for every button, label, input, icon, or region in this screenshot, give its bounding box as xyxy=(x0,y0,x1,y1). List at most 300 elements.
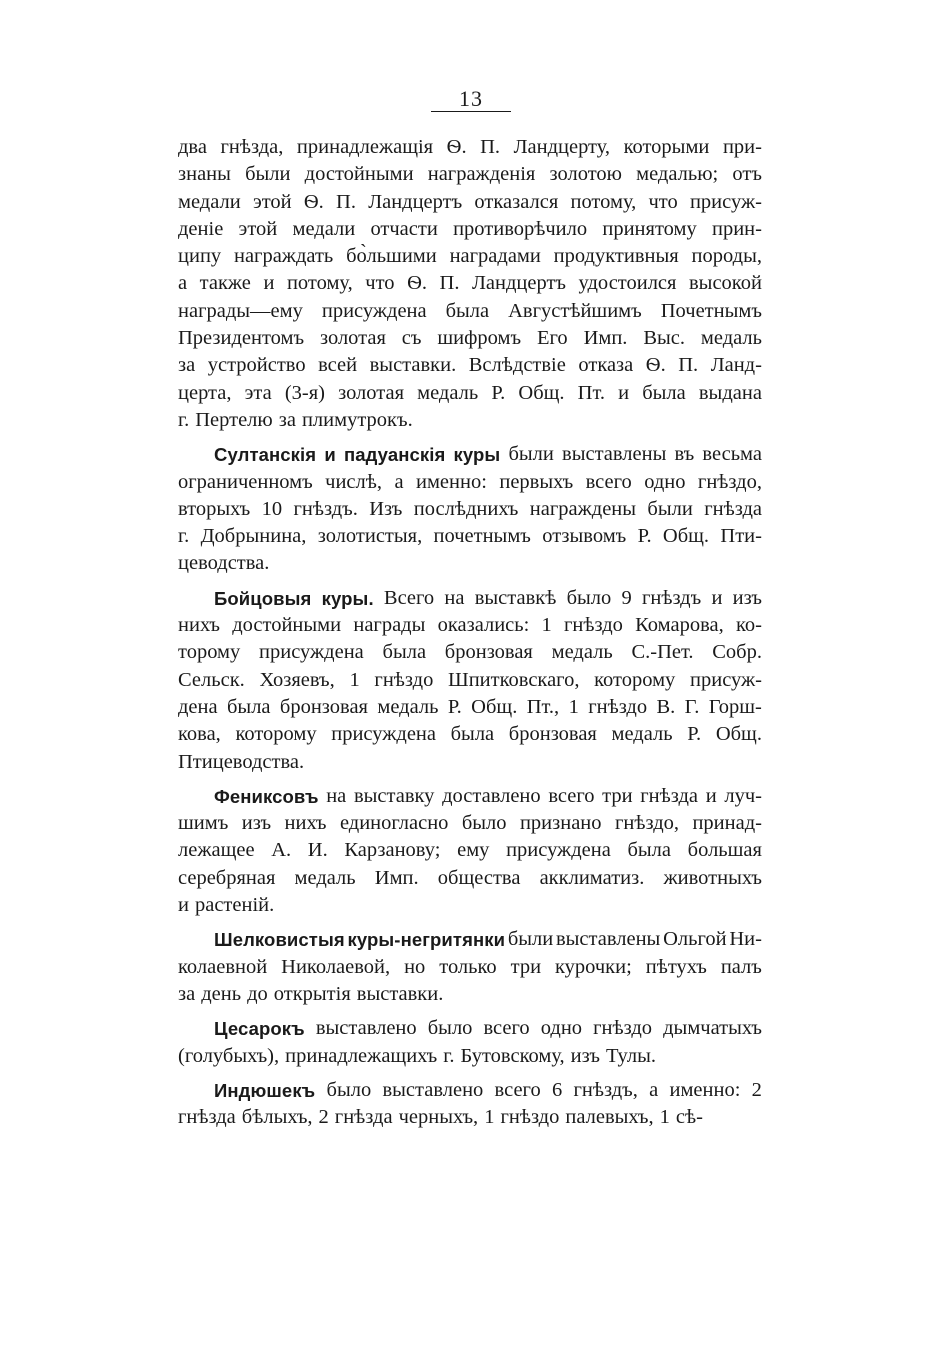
word: награждать xyxy=(233,245,334,268)
word: бѣлыхъ, xyxy=(241,1106,313,1129)
text-line xyxy=(178,1015,762,1042)
word: гнѣздо xyxy=(564,614,623,637)
word: всего xyxy=(585,470,632,493)
word: всего xyxy=(494,1078,541,1101)
heading-word: куры. xyxy=(321,587,374,609)
text-line xyxy=(178,1077,762,1104)
word: медаль xyxy=(611,723,673,746)
text-line xyxy=(178,892,762,919)
word: гнѣздо xyxy=(593,1017,653,1040)
word: Ландцерту, xyxy=(513,136,611,158)
word: медалью; xyxy=(636,163,719,186)
word: Пт. xyxy=(577,381,606,404)
word: продуктивныя xyxy=(553,245,679,268)
word: отчасти xyxy=(370,217,438,240)
word: открытія xyxy=(273,982,351,1005)
word: удостоился xyxy=(578,272,677,295)
word: ограниченномъ xyxy=(178,470,313,493)
word: лежащее xyxy=(178,839,255,862)
word: П. xyxy=(678,354,699,377)
word: дена xyxy=(178,695,218,718)
word: отзывомъ xyxy=(542,525,627,548)
word: гнѣзда xyxy=(704,497,762,520)
text-line xyxy=(178,954,762,981)
word: медали xyxy=(178,190,241,213)
word: ко- xyxy=(735,614,762,637)
word: Карзанову; xyxy=(344,839,441,862)
word: выставкѣ xyxy=(474,586,557,609)
word: и xyxy=(618,381,630,404)
word: Общ. xyxy=(715,723,762,746)
word: Почетнымъ xyxy=(660,299,762,322)
word: Птицеводства. xyxy=(178,750,305,773)
word: гнѣздо xyxy=(500,1106,560,1129)
text-line xyxy=(178,270,762,297)
text-line xyxy=(178,639,762,666)
word: Р. xyxy=(447,695,462,718)
word: этой xyxy=(238,217,278,240)
word: Выс. xyxy=(643,327,685,350)
word: за xyxy=(178,982,196,1005)
word: П. xyxy=(336,190,356,213)
heading-word: Бойцовыя xyxy=(214,587,312,609)
word: черныхъ, xyxy=(398,1106,479,1129)
word: И. xyxy=(307,839,328,862)
word: было xyxy=(461,812,507,835)
word: ему xyxy=(457,839,490,862)
word: была xyxy=(382,641,427,664)
word: г. xyxy=(443,1044,455,1067)
word: 1 xyxy=(568,695,579,718)
word: 1 xyxy=(484,1106,495,1129)
word: породы, xyxy=(691,245,762,268)
word: пѣтухъ xyxy=(645,955,707,978)
paragraph xyxy=(178,1077,762,1132)
word: сѣ- xyxy=(675,1106,703,1129)
word: были xyxy=(508,443,554,466)
word: Ѳ. xyxy=(303,190,324,213)
word: присуждена xyxy=(506,839,611,862)
word: Его xyxy=(537,327,568,350)
word: этой xyxy=(252,190,292,213)
word: устройство xyxy=(207,354,306,377)
word: выставку xyxy=(353,784,435,807)
word: только xyxy=(439,955,497,978)
word: Общ. xyxy=(518,381,565,404)
body-text xyxy=(178,134,762,1131)
word: а xyxy=(178,272,188,295)
text-line xyxy=(178,783,762,810)
word: отказа xyxy=(578,354,634,377)
word: нихъ xyxy=(178,614,221,637)
word: почетнымъ xyxy=(433,525,531,548)
text-line xyxy=(178,1043,762,1070)
text-line xyxy=(178,496,762,523)
word: гнѣздо xyxy=(588,695,648,718)
word: Пти- xyxy=(720,525,762,548)
word: золотою xyxy=(549,163,622,186)
paragraph xyxy=(178,926,762,1008)
word: и xyxy=(705,784,717,807)
word: была xyxy=(450,723,495,746)
word: нихъ xyxy=(284,812,327,835)
word: Ни- xyxy=(729,928,762,951)
word: общества xyxy=(437,866,521,889)
word: медаль xyxy=(551,641,613,664)
word: Горш- xyxy=(708,695,762,718)
word: что xyxy=(365,272,395,295)
word: противорѣчило xyxy=(453,217,588,240)
word: большая xyxy=(687,839,762,862)
word: доставлено xyxy=(442,784,541,807)
page-number: 13 xyxy=(459,86,483,111)
word: высокой xyxy=(689,272,762,295)
word: дымчатыхъ xyxy=(663,1017,762,1040)
word: бронзовая xyxy=(279,695,368,718)
word: Всего xyxy=(383,586,435,609)
word: серебряная xyxy=(178,866,276,889)
word: Р. xyxy=(687,723,702,746)
word: А. xyxy=(271,839,292,862)
paragraph xyxy=(178,441,762,577)
word: 2 xyxy=(318,1106,329,1129)
word: гнѣзда xyxy=(640,784,699,807)
text-line xyxy=(178,161,762,188)
word: Р. xyxy=(491,381,506,404)
text-line xyxy=(178,585,762,612)
word: выставлено xyxy=(315,1017,417,1040)
text-line xyxy=(178,216,762,243)
word: два xyxy=(178,136,207,158)
word: П. xyxy=(439,272,460,295)
word: бо̀льшими xyxy=(346,245,437,268)
word: наградами xyxy=(449,245,541,268)
word: были xyxy=(245,163,291,186)
word: 1 xyxy=(541,614,552,637)
word: гнѣзда, xyxy=(220,136,284,158)
paragraph-gap xyxy=(178,919,762,926)
word: было xyxy=(326,1078,372,1101)
word: Хозяевъ, xyxy=(259,668,335,691)
word: присуждена xyxy=(331,723,436,746)
word: отъ xyxy=(732,163,762,186)
text-line xyxy=(178,749,762,776)
word: Ландцертъ xyxy=(472,272,567,295)
word: была xyxy=(627,839,672,862)
text-line xyxy=(178,380,762,407)
word: были xyxy=(507,928,554,951)
text-line xyxy=(178,469,762,496)
word: изъ xyxy=(732,586,762,609)
word: принятому xyxy=(602,217,697,240)
word: принадлежащихъ xyxy=(285,1044,438,1067)
word: вторыхъ xyxy=(178,497,251,520)
word: медаль xyxy=(377,695,439,718)
word: животныхъ xyxy=(663,866,762,889)
word: кова, xyxy=(178,723,221,746)
word: что xyxy=(648,190,678,213)
word: Ланд- xyxy=(710,354,762,377)
word: гнѣздъ. xyxy=(293,497,358,520)
word: Ѳ. xyxy=(645,354,666,377)
word: знаны xyxy=(178,163,231,186)
word: три xyxy=(510,955,542,978)
word: медаль xyxy=(700,327,762,350)
word: выставлены xyxy=(555,928,661,951)
word: при- xyxy=(722,136,762,158)
word: медаль xyxy=(294,866,356,889)
word: г. xyxy=(178,525,190,548)
heading-word: Султанскія xyxy=(214,444,317,466)
text-line xyxy=(178,926,762,953)
word: потому, xyxy=(286,272,353,295)
word: Имп. xyxy=(374,866,419,889)
word: отказался xyxy=(474,190,559,213)
word: золотая xyxy=(319,327,386,350)
word: курочки; xyxy=(554,955,632,978)
word: и xyxy=(178,894,189,917)
word: Пертелю xyxy=(195,408,273,431)
word: гнѣздо xyxy=(374,668,434,691)
word: всего xyxy=(548,784,595,807)
word: была xyxy=(226,695,271,718)
word: Сельск. xyxy=(178,668,245,691)
word: изъ xyxy=(241,812,272,835)
word: потому, xyxy=(570,190,637,213)
word: принад- xyxy=(692,812,762,835)
word: было xyxy=(427,1017,473,1040)
word: присуж- xyxy=(689,190,762,213)
heading-word: Индюшекъ xyxy=(214,1079,316,1101)
word: награжденія xyxy=(427,163,536,186)
word: съ xyxy=(401,327,422,350)
text-line xyxy=(178,810,762,837)
heading-word: падуанскія xyxy=(343,444,446,466)
word: В. xyxy=(656,695,676,718)
word: Общ. xyxy=(471,695,518,718)
text-line xyxy=(178,189,762,216)
text-line xyxy=(178,694,762,721)
word: достойными xyxy=(304,163,414,186)
word: но xyxy=(404,955,426,978)
word: Собр. xyxy=(712,641,762,664)
text-line xyxy=(178,407,762,434)
heading-word: Фениксовъ xyxy=(214,785,319,807)
word: достойными xyxy=(232,614,342,637)
word: Ольгой xyxy=(663,928,727,951)
text-line xyxy=(178,1104,762,1131)
word: П. xyxy=(480,136,501,158)
word: 10 xyxy=(261,497,283,520)
word: ципу xyxy=(178,245,222,268)
word: а xyxy=(394,470,404,493)
word: весьма xyxy=(702,443,762,466)
word: Ландцертъ xyxy=(368,190,463,213)
word: эта xyxy=(244,381,272,404)
word: награждены xyxy=(529,497,637,520)
paragraph-gap xyxy=(178,776,762,783)
word: и xyxy=(711,586,723,609)
word: прин- xyxy=(711,217,762,240)
word: на xyxy=(444,586,465,609)
word: деніе xyxy=(178,217,224,240)
word: торому xyxy=(178,641,241,664)
text-line xyxy=(178,550,762,577)
word: Общ. xyxy=(662,525,710,548)
word: С.-Пет. xyxy=(631,641,694,664)
word: золотая xyxy=(338,381,404,404)
text-line xyxy=(178,981,762,1008)
word: медали xyxy=(292,217,356,240)
word: Комарова, xyxy=(635,614,724,637)
word: награды xyxy=(353,614,426,637)
word: выставки. xyxy=(356,982,444,1005)
word: до xyxy=(247,982,268,1005)
paragraph-gap xyxy=(178,434,762,441)
word: плимутрокъ. xyxy=(301,408,413,431)
word: акклиматиз. xyxy=(539,866,645,889)
text-line xyxy=(178,325,762,352)
text-line xyxy=(178,865,762,892)
text-line xyxy=(178,243,762,270)
word: шифромъ xyxy=(437,327,522,350)
word: а xyxy=(649,1078,659,1101)
word: всей xyxy=(318,354,358,377)
word: также xyxy=(199,272,251,295)
word: выставлены xyxy=(562,443,667,466)
word: Имп. xyxy=(583,327,628,350)
text-line xyxy=(178,667,762,694)
word: три xyxy=(602,784,633,807)
word: и xyxy=(263,272,275,295)
word: Тулы. xyxy=(606,1044,656,1067)
word: цеводства. xyxy=(178,552,270,575)
word: растеній. xyxy=(194,894,275,917)
word: (голубыхъ), xyxy=(178,1044,280,1067)
word: Р. xyxy=(637,525,652,548)
word: 9 xyxy=(621,586,632,609)
word: бронзовая xyxy=(444,641,533,664)
word: Пт., xyxy=(526,695,560,718)
word: Августѣйшимъ xyxy=(508,299,642,322)
word: гнѣздъ xyxy=(641,586,702,609)
paragraph xyxy=(178,585,762,776)
word: выставки. xyxy=(369,354,457,377)
heading-word: куры xyxy=(453,444,501,466)
word: Ѳ. xyxy=(407,272,427,295)
word: бронзовая xyxy=(508,723,597,746)
word: оказались: xyxy=(437,614,530,637)
paragraph-gap xyxy=(178,578,762,585)
text-line xyxy=(178,134,762,161)
paragraph xyxy=(178,1015,762,1070)
word: Бутовскому, xyxy=(460,1044,565,1067)
word: Шпитковскаго, xyxy=(448,668,580,691)
word: 1 xyxy=(659,1106,670,1129)
word: палевыхъ, xyxy=(565,1106,654,1129)
word: шимъ xyxy=(178,812,229,835)
text-line xyxy=(178,523,762,550)
text-line xyxy=(178,837,762,864)
word: медаль xyxy=(417,381,479,404)
paragraph xyxy=(178,134,762,434)
word: 6 xyxy=(551,1078,563,1101)
word: одно xyxy=(644,470,686,493)
word: одно xyxy=(540,1017,583,1040)
word: день xyxy=(201,982,242,1005)
word: всего xyxy=(483,1017,530,1040)
word: (3-я) xyxy=(284,381,325,404)
word: именно: xyxy=(415,470,487,493)
word: Вслѣдствіе xyxy=(468,354,566,377)
word: Добрынина, xyxy=(200,525,307,548)
word: г. xyxy=(178,408,190,431)
word: луч- xyxy=(724,784,762,807)
word: награды—ему xyxy=(178,299,303,322)
word: Изъ xyxy=(369,497,403,520)
word: гнѣздо, xyxy=(614,812,680,835)
text-line xyxy=(178,298,762,325)
word: выставлено xyxy=(382,1078,484,1101)
word: Г. xyxy=(684,695,700,718)
word: была xyxy=(642,381,686,404)
word: колаевной xyxy=(178,955,268,978)
heading-word: Цесарокъ xyxy=(214,1018,305,1040)
word: гнѣздъ, xyxy=(573,1078,638,1101)
text-line xyxy=(178,441,762,468)
heading-word: и xyxy=(324,444,336,466)
word: единогласно xyxy=(339,812,449,835)
word: именно: xyxy=(669,1078,741,1101)
word: гнѣзда xyxy=(334,1106,393,1129)
word: за xyxy=(178,354,196,377)
word: присуж- xyxy=(690,668,762,691)
word: первыхъ xyxy=(499,470,574,493)
word: которыми xyxy=(623,136,710,158)
text-line xyxy=(178,612,762,639)
paragraph-gap xyxy=(178,1008,762,1015)
word: за xyxy=(278,408,296,431)
text-line xyxy=(178,721,762,748)
page-number-rule xyxy=(431,111,511,112)
word: Президентомъ xyxy=(178,327,305,350)
text-line xyxy=(178,352,762,379)
word: признано xyxy=(519,812,602,835)
heading-word: куры-негритянки xyxy=(347,929,506,951)
heading-word: Шелковистыя xyxy=(214,929,345,951)
word: которому xyxy=(594,668,676,691)
word: Николаевой, xyxy=(281,955,391,978)
word: Ѳ. xyxy=(446,136,467,158)
word: было xyxy=(566,586,612,609)
word: принадлежащія xyxy=(296,136,434,158)
word: церта, xyxy=(178,381,232,404)
word: послѣднихъ xyxy=(413,497,519,520)
word: которому xyxy=(235,723,317,746)
word: числѣ, xyxy=(325,470,383,493)
word: въ xyxy=(674,443,695,466)
word: 2 xyxy=(751,1078,762,1101)
paragraph xyxy=(178,783,762,919)
paragraph-gap xyxy=(178,1070,762,1077)
word: присуждена xyxy=(321,299,427,322)
word: присуждена xyxy=(259,641,364,664)
word: золотистыя, xyxy=(317,525,423,548)
word: были xyxy=(647,497,693,520)
word: 1 xyxy=(349,668,360,691)
word: изъ xyxy=(570,1044,600,1067)
word: палъ xyxy=(720,955,762,978)
